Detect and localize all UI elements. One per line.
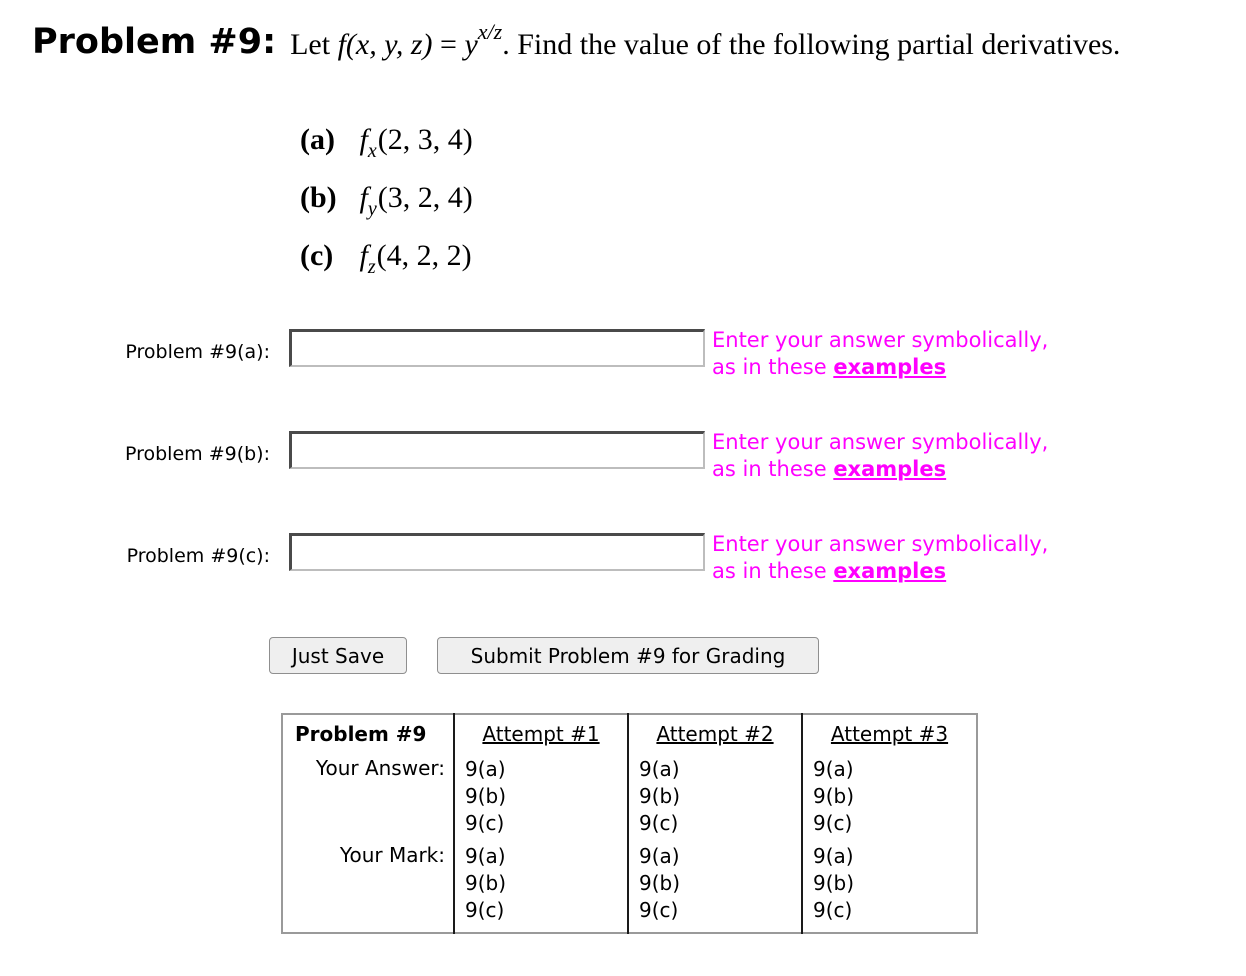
table-cell: 9(a) (813, 757, 854, 782)
hint-a (712, 327, 1048, 381)
answer-input-b[interactable] (289, 431, 705, 469)
part-args: (4, 2, 2) (376, 239, 472, 272)
part-sub: y (367, 198, 377, 220)
part-b (300, 176, 473, 234)
attempt-1-marks (454, 841, 628, 933)
part-label: (a) (300, 123, 335, 156)
table-cell: 9(a) (465, 844, 506, 869)
problem-exponent: x/z (477, 18, 503, 44)
hint-text: as in these (712, 457, 834, 481)
part-label: (b) (300, 181, 337, 214)
hint-line1: Enter your answer symbolically, (712, 430, 1049, 454)
problem-args: (x, y, z) (345, 27, 433, 61)
problem-let: Let (290, 27, 331, 61)
part-args: (3, 2, 4) (377, 181, 473, 214)
your-mark-label: Your Mark: (339, 843, 445, 868)
part-sub: z (367, 256, 376, 278)
table-cell: 9(a) (639, 757, 680, 782)
part-label: (c) (300, 239, 334, 272)
answer-input-a[interactable] (289, 329, 705, 367)
table-cell: 9(a) (639, 844, 680, 869)
submit-button[interactable]: Submit Problem #9 for Grading (437, 637, 819, 674)
answer-label-c: Problem #9(c): (126, 545, 270, 567)
attempt-3-header (802, 714, 977, 752)
problem-function: f (337, 27, 346, 61)
table-cell: 9(b) (639, 871, 681, 896)
attempts-table (281, 713, 978, 934)
your-answer-label: Your Answer: (315, 756, 445, 781)
hint-b (712, 429, 1048, 483)
answer-label-b: Problem #9(b): (124, 443, 270, 465)
hint-line2 (712, 354, 1048, 381)
table-cell: 9(a) (813, 844, 854, 869)
hint-line1: Enter your answer symbolically, (712, 328, 1049, 352)
attempt-2-answers (628, 752, 802, 841)
answer-input-c[interactable] (289, 533, 705, 571)
hint-line1: Enter your answer symbolically, (712, 532, 1049, 556)
answer-row-a (0, 327, 1246, 387)
table-cell: 9(b) (813, 784, 855, 809)
parts-list (300, 118, 473, 292)
examples-link[interactable]: examples (833, 457, 947, 481)
hint-line2 (712, 456, 1048, 483)
table-cell: 9(c) (465, 898, 505, 923)
hint-line2 (712, 558, 1048, 585)
part-func: f (359, 181, 368, 214)
table-cell: 9(c) (813, 898, 853, 923)
table-cell: 9(c) (639, 898, 679, 923)
table-cell: 9(c) (465, 811, 505, 836)
answer-row-c (0, 531, 1246, 591)
table-header-row (282, 714, 977, 752)
table-cell: 9(b) (465, 784, 507, 809)
table-cell: 9(a) (465, 757, 506, 782)
attempt-3-answers (802, 752, 977, 841)
examples-link[interactable]: examples (833, 559, 947, 583)
table-cell: 9(b) (813, 871, 855, 896)
table-cell: 9(b) (639, 784, 681, 809)
part-func: f (359, 123, 368, 156)
hint-text: as in these (712, 355, 834, 379)
table-corner: Problem #9 (295, 721, 427, 746)
answer-row-b (0, 429, 1246, 489)
table-cell: 9(c) (813, 811, 853, 836)
just-save-button[interactable]: Just Save (269, 637, 407, 674)
attempt-1-link[interactable]: Attempt #1 (482, 721, 600, 746)
attempt-2-header (628, 714, 802, 752)
attempt-3-marks (802, 841, 977, 933)
table-cell: 9(c) (639, 811, 679, 836)
part-c (300, 234, 473, 292)
problem-text (290, 18, 1121, 61)
attempt-1-header (454, 714, 628, 752)
part-sub: x (367, 140, 377, 162)
problem-equals: = (432, 27, 465, 61)
answer-label-a: Problem #9(a): (125, 341, 270, 363)
part-func: f (359, 239, 368, 272)
attempt-1-answers (454, 752, 628, 841)
problem-title: Problem #9: (32, 22, 277, 62)
examples-link[interactable]: examples (833, 355, 947, 379)
table-cell: 9(b) (465, 871, 507, 896)
part-a (300, 118, 473, 176)
your-answer-row (282, 752, 977, 841)
hint-text: as in these (712, 559, 834, 583)
hint-c (712, 531, 1048, 585)
your-mark-row (282, 841, 977, 933)
problem-base: y (464, 27, 478, 61)
problem-instruction: . Find the value of the following partial derivatives. (502, 27, 1121, 61)
attempt-2-marks (628, 841, 802, 933)
attempt-3-link[interactable]: Attempt #3 (830, 721, 949, 746)
part-args: (2, 3, 4) (377, 123, 473, 156)
attempt-2-link[interactable]: Attempt #2 (656, 721, 774, 746)
problem-statement (32, 18, 1232, 62)
